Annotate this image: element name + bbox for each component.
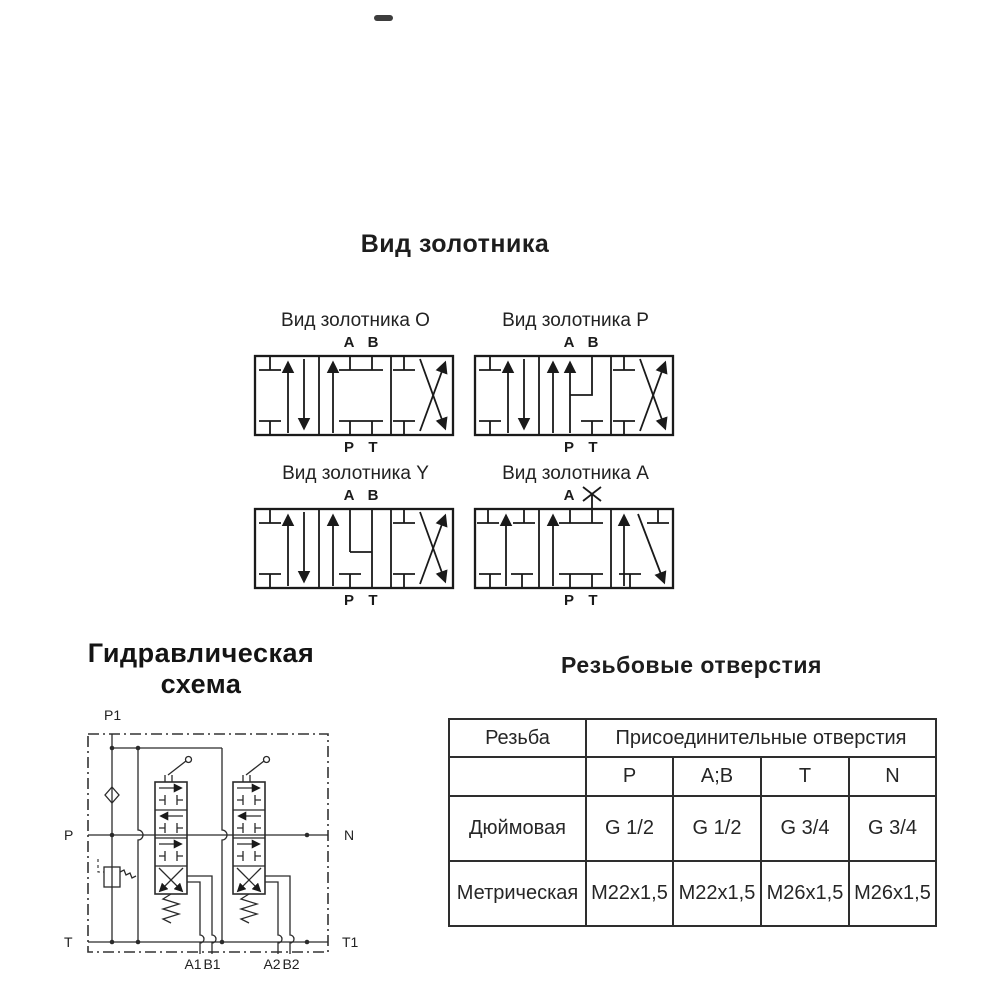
lever xyxy=(243,761,264,782)
port-label-t1: T1 xyxy=(342,934,359,950)
valve-section-1 xyxy=(155,757,192,924)
valve-p-title: Вид золотника P xyxy=(502,310,649,331)
port-label-t: T xyxy=(368,439,378,456)
table-cell: G 1/2 xyxy=(673,796,761,861)
valve-diagram-O xyxy=(253,310,458,462)
relief-valve-spring xyxy=(120,870,136,878)
port-label-t: T xyxy=(588,439,598,456)
table-header-group: Присоединительные отверстия xyxy=(586,719,936,757)
table-row-label: Дюймовая xyxy=(449,796,586,861)
valve-section-2 xyxy=(233,757,270,924)
valve-o-symbol xyxy=(253,354,458,438)
valve-a-title: Вид золотника A xyxy=(502,463,649,484)
table-header-thread: Резьба xyxy=(449,719,586,757)
port-label-b1: B1 xyxy=(203,956,221,972)
port-label-p: P xyxy=(343,439,355,456)
valve-y-symbol xyxy=(253,507,458,591)
enclosure-boundary xyxy=(88,734,328,952)
port-label-a: A xyxy=(343,487,355,504)
table-cell: G 3/4 xyxy=(849,796,936,861)
port-label-t: T xyxy=(64,934,73,950)
port-label-n: N xyxy=(344,827,355,843)
port-label-a2: A2 xyxy=(263,956,281,972)
port-label-a: A xyxy=(343,334,355,351)
table-cell: G 1/2 xyxy=(586,796,673,861)
port-label-p: P xyxy=(343,592,355,609)
port-label-a: A xyxy=(563,487,575,504)
return-spring xyxy=(241,894,257,923)
valve-diagram-A xyxy=(473,463,678,615)
port-label-p: P xyxy=(64,827,74,843)
port-label-p: P xyxy=(563,439,575,456)
a2-port-line xyxy=(265,882,282,954)
spool-section-title: Вид золотника xyxy=(360,230,550,258)
hydraulic-scheme-title-line1: Гидравлическая xyxy=(87,638,315,668)
lever-knob xyxy=(264,757,270,763)
scan-artifact-dash xyxy=(374,15,393,21)
thread-table-title: Резьбовые отверстия xyxy=(561,652,822,678)
table-col-n: N xyxy=(849,757,936,796)
valve-o-title: Вид золотника O xyxy=(281,310,430,331)
lever xyxy=(165,761,186,782)
port-label-a: A xyxy=(563,334,575,351)
a1-port-line xyxy=(187,882,204,954)
port-label-a1: A1 xyxy=(184,956,202,972)
table-cell-empty xyxy=(449,757,586,796)
carryover-line xyxy=(222,748,227,942)
table-col-ab: A;B xyxy=(673,757,761,796)
bypass-line xyxy=(138,748,143,942)
table-cell: M22x1,5 xyxy=(586,861,673,926)
table-cell: M22x1,5 xyxy=(673,861,761,926)
return-spring xyxy=(163,894,179,923)
hydraulic-scheme-title-line2: схема xyxy=(160,669,242,699)
table-row-label: Метрическая xyxy=(449,861,586,926)
port-label-p1: P1 xyxy=(104,707,122,723)
port-label-p: P xyxy=(563,592,575,609)
valve-y-title: Вид золотника Y xyxy=(282,463,429,484)
valve-p-symbol xyxy=(473,354,678,438)
table-cell: M26x1,5 xyxy=(761,861,849,926)
port-label-t: T xyxy=(368,592,378,609)
hydraulic-scheme-title xyxy=(56,638,346,700)
hydraulic-scheme-drawing xyxy=(60,702,370,982)
port-label-b: B xyxy=(367,334,379,351)
table-cell: G 3/4 xyxy=(761,796,849,861)
thread-table xyxy=(448,718,937,927)
port-label-t: T xyxy=(588,592,598,609)
table-cell: M26x1,5 xyxy=(849,861,936,926)
table-col-p: P xyxy=(586,757,673,796)
lever-knob xyxy=(186,757,192,763)
port-label-b: B xyxy=(367,487,379,504)
valve-a-symbol xyxy=(473,481,678,591)
valve-diagram-P xyxy=(473,310,678,462)
port-label-b2: B2 xyxy=(282,956,300,972)
table-col-t: T xyxy=(761,757,849,796)
relief-pilot-line xyxy=(98,859,104,872)
valve-diagram-Y xyxy=(253,463,458,615)
port-label-b: B xyxy=(587,334,599,351)
